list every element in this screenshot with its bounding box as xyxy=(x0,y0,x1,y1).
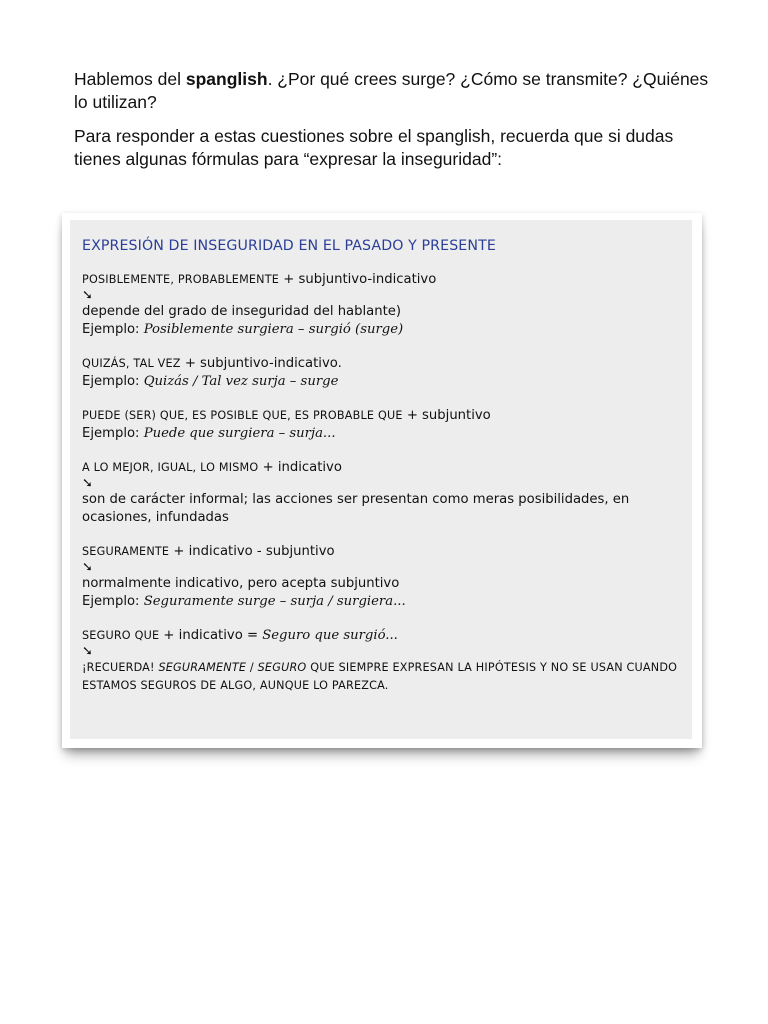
arrow-icon: ➘ xyxy=(82,644,93,659)
rule-line xyxy=(82,355,678,373)
card-content xyxy=(70,220,692,739)
rule: + subjuntivo-indicativo xyxy=(279,272,437,287)
keywords: SEGURO QUE xyxy=(82,629,160,642)
example-label: Ejemplo: xyxy=(82,374,144,389)
block-posiblemente xyxy=(82,271,678,339)
reminder xyxy=(82,659,678,695)
spanglish-keyword: spanglish xyxy=(185,69,268,89)
intro-text-start: Hablemos del xyxy=(74,69,186,89)
example-line xyxy=(82,321,678,339)
example-label: Ejemplo: xyxy=(82,322,144,337)
intro-text xyxy=(74,68,714,182)
example-line xyxy=(82,425,678,443)
example-text: Puede que surgiera – surja... xyxy=(143,426,336,441)
note: depende del grado de inseguridad del hablante) xyxy=(82,304,402,319)
reminder-seguramente: SEGURAMENTE xyxy=(158,661,247,674)
arrow-icon: ➘ xyxy=(82,476,93,491)
card-title: EXPRESIÓN DE INSEGURIDAD EN EL PASADO Y PRESENTE xyxy=(82,238,496,254)
example-text: Quizás / Tal vez surja – surge xyxy=(143,374,339,389)
inseguridad-card xyxy=(62,213,702,748)
keywords: PUEDE (SER) QUE, ES POSIBLE QUE, ES PROBABLE QUE xyxy=(82,409,403,422)
rule-line xyxy=(82,459,678,477)
reminder-separator: / xyxy=(246,661,258,674)
intro-paragraph-2: Para responder a estas cuestiones sobre el spanglish, recuerda que si dudas tienes algunas fórmulas para “expresar la inseguridad”: xyxy=(74,126,674,169)
reminder-seguro: SEGURO xyxy=(257,661,307,674)
example-label: Ejemplo: xyxy=(82,426,144,441)
block-puede-que xyxy=(82,407,678,443)
block-a-lo-mejor xyxy=(82,459,678,527)
note: son de carácter informal; las acciones ser presentan como meras posibilidades, en ocasiones, infundadas xyxy=(82,492,630,525)
block-quizas xyxy=(82,355,678,391)
intro-paragraph-1 xyxy=(74,68,714,114)
example-text: Seguro que surgió... xyxy=(262,628,398,643)
keywords: POSIBLEMENTE, PROBABLEMENTE xyxy=(82,273,280,286)
example-text: Seguramente surge – surja / surgiera... xyxy=(143,594,406,609)
block-seguramente xyxy=(82,543,678,611)
rule-line xyxy=(82,627,678,645)
example-label: Ejemplo: xyxy=(82,594,144,609)
example-line xyxy=(82,373,678,391)
rule-line xyxy=(82,543,678,561)
example-line xyxy=(82,593,678,611)
intro-questions: . ¿Por qué crees surge? ¿Cómo se transmite? ¿Quiénes lo utilizan? xyxy=(74,69,709,112)
keywords: A LO MEJOR, IGUAL, LO MISMO xyxy=(82,461,259,474)
rule-line xyxy=(82,407,678,425)
example-text: Posiblemente surgiera – surgió (surge) xyxy=(143,322,404,337)
rule: + indicativo = xyxy=(159,628,263,643)
reminder-end: QUE SIEMPRE EXPRESAN LA HIPÓTESIS Y NO SE USAN CUANDO ESTAMOS SEGUROS DE ALGO, AUNQUE LO PAREZCA. xyxy=(82,661,678,692)
arrow-icon: ➘ xyxy=(82,560,93,575)
rule-line xyxy=(82,271,678,289)
keywords: QUIZÁS, TAL VEZ xyxy=(82,357,181,370)
rule: + indicativo xyxy=(258,460,342,475)
keywords: SEGURAMENTE xyxy=(82,545,170,558)
rule: + subjuntivo xyxy=(402,408,491,423)
note: normalmente indicativo, pero acepta subjuntivo xyxy=(82,576,400,591)
reminder-start: ¡RECUERDA! xyxy=(82,661,159,674)
block-seguro-que xyxy=(82,627,678,695)
rule: + indicativo - subjuntivo xyxy=(169,544,335,559)
rule: + subjuntivo-indicativo. xyxy=(180,356,342,371)
arrow-icon: ➘ xyxy=(82,288,93,303)
